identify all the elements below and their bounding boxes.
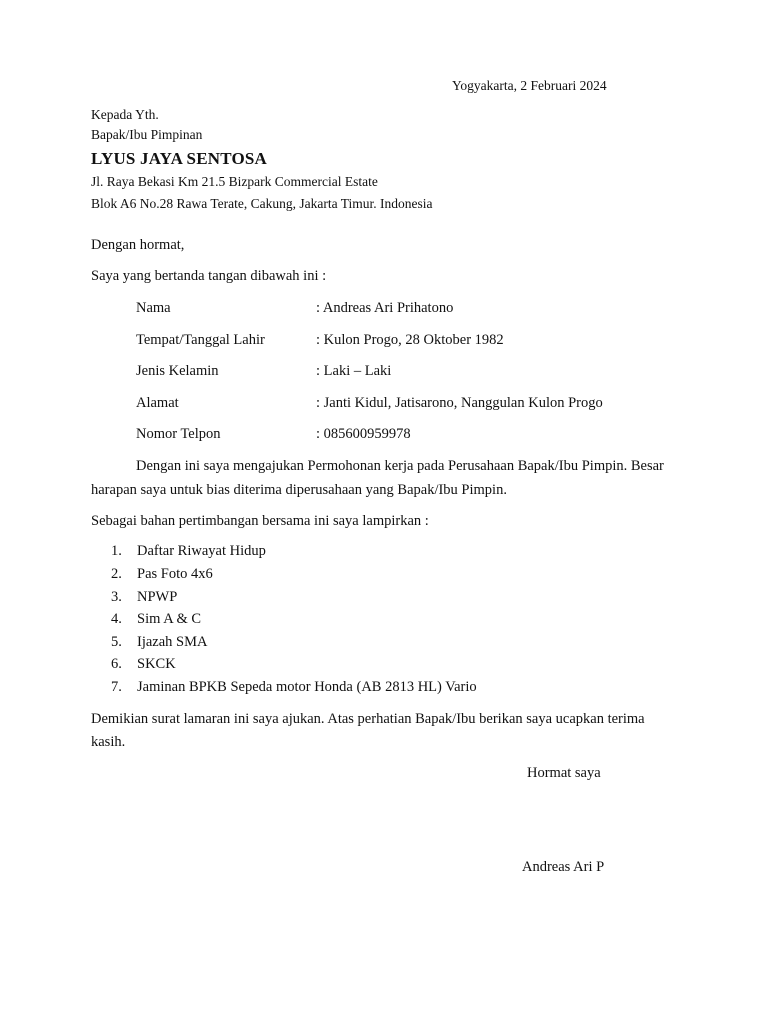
attachments-intro: Sebagai bahan pertimbangan bersama ini saya lampirkan :	[91, 513, 429, 529]
field-value-name: : Andreas Ari Prihatono	[316, 300, 454, 316]
list-number: 1.	[111, 543, 122, 559]
list-text: Sim A & C	[137, 611, 202, 627]
field-value-birth: : Kulon Progo, 28 Oktober 1982	[316, 332, 504, 348]
list-item	[111, 589, 177, 606]
recipient-line2: Bapak/Ibu Pimpinan	[91, 127, 203, 142]
signature-name: Andreas Ari P	[522, 859, 605, 875]
company-name: LYUS JAYA SENTOSA	[91, 149, 268, 168]
field-label-phone: Nomor Telpon	[136, 426, 221, 442]
list-number: 2.	[111, 566, 122, 582]
list-item	[111, 634, 207, 651]
company-address-line1: Jl. Raya Bekasi Km 21.5 Bizpark Commercial Estate	[91, 174, 378, 189]
company-address-line2: Blok A6 No.28 Rawa Terate, Cakung, Jakarta Timur. Indonesia	[91, 196, 433, 211]
field-label-address: Alamat	[136, 395, 179, 411]
greeting: Dengan hormat,	[91, 237, 185, 253]
intro-text: Saya yang bertanda tangan dibawah ini :	[91, 268, 327, 284]
list-item	[111, 656, 176, 673]
paragraph1-line2: harapan saya untuk bias diterima diperusahaan yang Bapak/Ibu Pimpin.	[91, 482, 507, 498]
list-item	[111, 611, 201, 628]
place-date: Yogyakarta, 2 Februari 2024	[452, 78, 607, 93]
field-value-address: : Janti Kidul, Jatisarono, Nanggulan Kulon Progo	[316, 395, 603, 411]
signoff: Hormat saya	[527, 765, 601, 781]
list-text: SKCK	[137, 656, 176, 672]
closing-line1: Demikian surat lamaran ini saya ajukan. Atas perhatian Bapak/Ibu berikan saya ucapkan terima	[91, 711, 645, 727]
list-text: NPWP	[137, 589, 178, 605]
paragraph1-line1: Dengan ini saya mengajukan Permohonan kerja pada Perusahaan Bapak/Ibu Pimpin. Besar	[136, 458, 664, 474]
field-label-name: Nama	[136, 300, 171, 316]
closing-line2: kasih.	[91, 734, 126, 750]
field-label-birth: Tempat/Tanggal Lahir	[136, 332, 265, 348]
list-text: Ijazah SMA	[137, 634, 208, 650]
field-value-phone: : 085600959978	[316, 426, 411, 442]
list-number: 4.	[111, 611, 122, 627]
list-item	[111, 679, 477, 696]
list-text: Pas Foto 4x6	[137, 566, 213, 582]
list-number: 5.	[111, 634, 122, 650]
list-number: 6.	[111, 656, 122, 672]
field-label-gender: Jenis Kelamin	[136, 363, 219, 379]
list-item	[111, 566, 213, 583]
list-text: Jaminan BPKB Sepeda motor Honda (AB 2813 HL) Vario	[137, 679, 477, 695]
list-item	[111, 543, 266, 560]
recipient-line1: Kepada Yth.	[91, 107, 159, 122]
list-number: 7.	[111, 679, 122, 695]
field-value-gender: : Laki – Laki	[316, 363, 392, 379]
list-text: Daftar Riwayat Hidup	[137, 543, 266, 559]
list-number: 3.	[111, 589, 122, 605]
